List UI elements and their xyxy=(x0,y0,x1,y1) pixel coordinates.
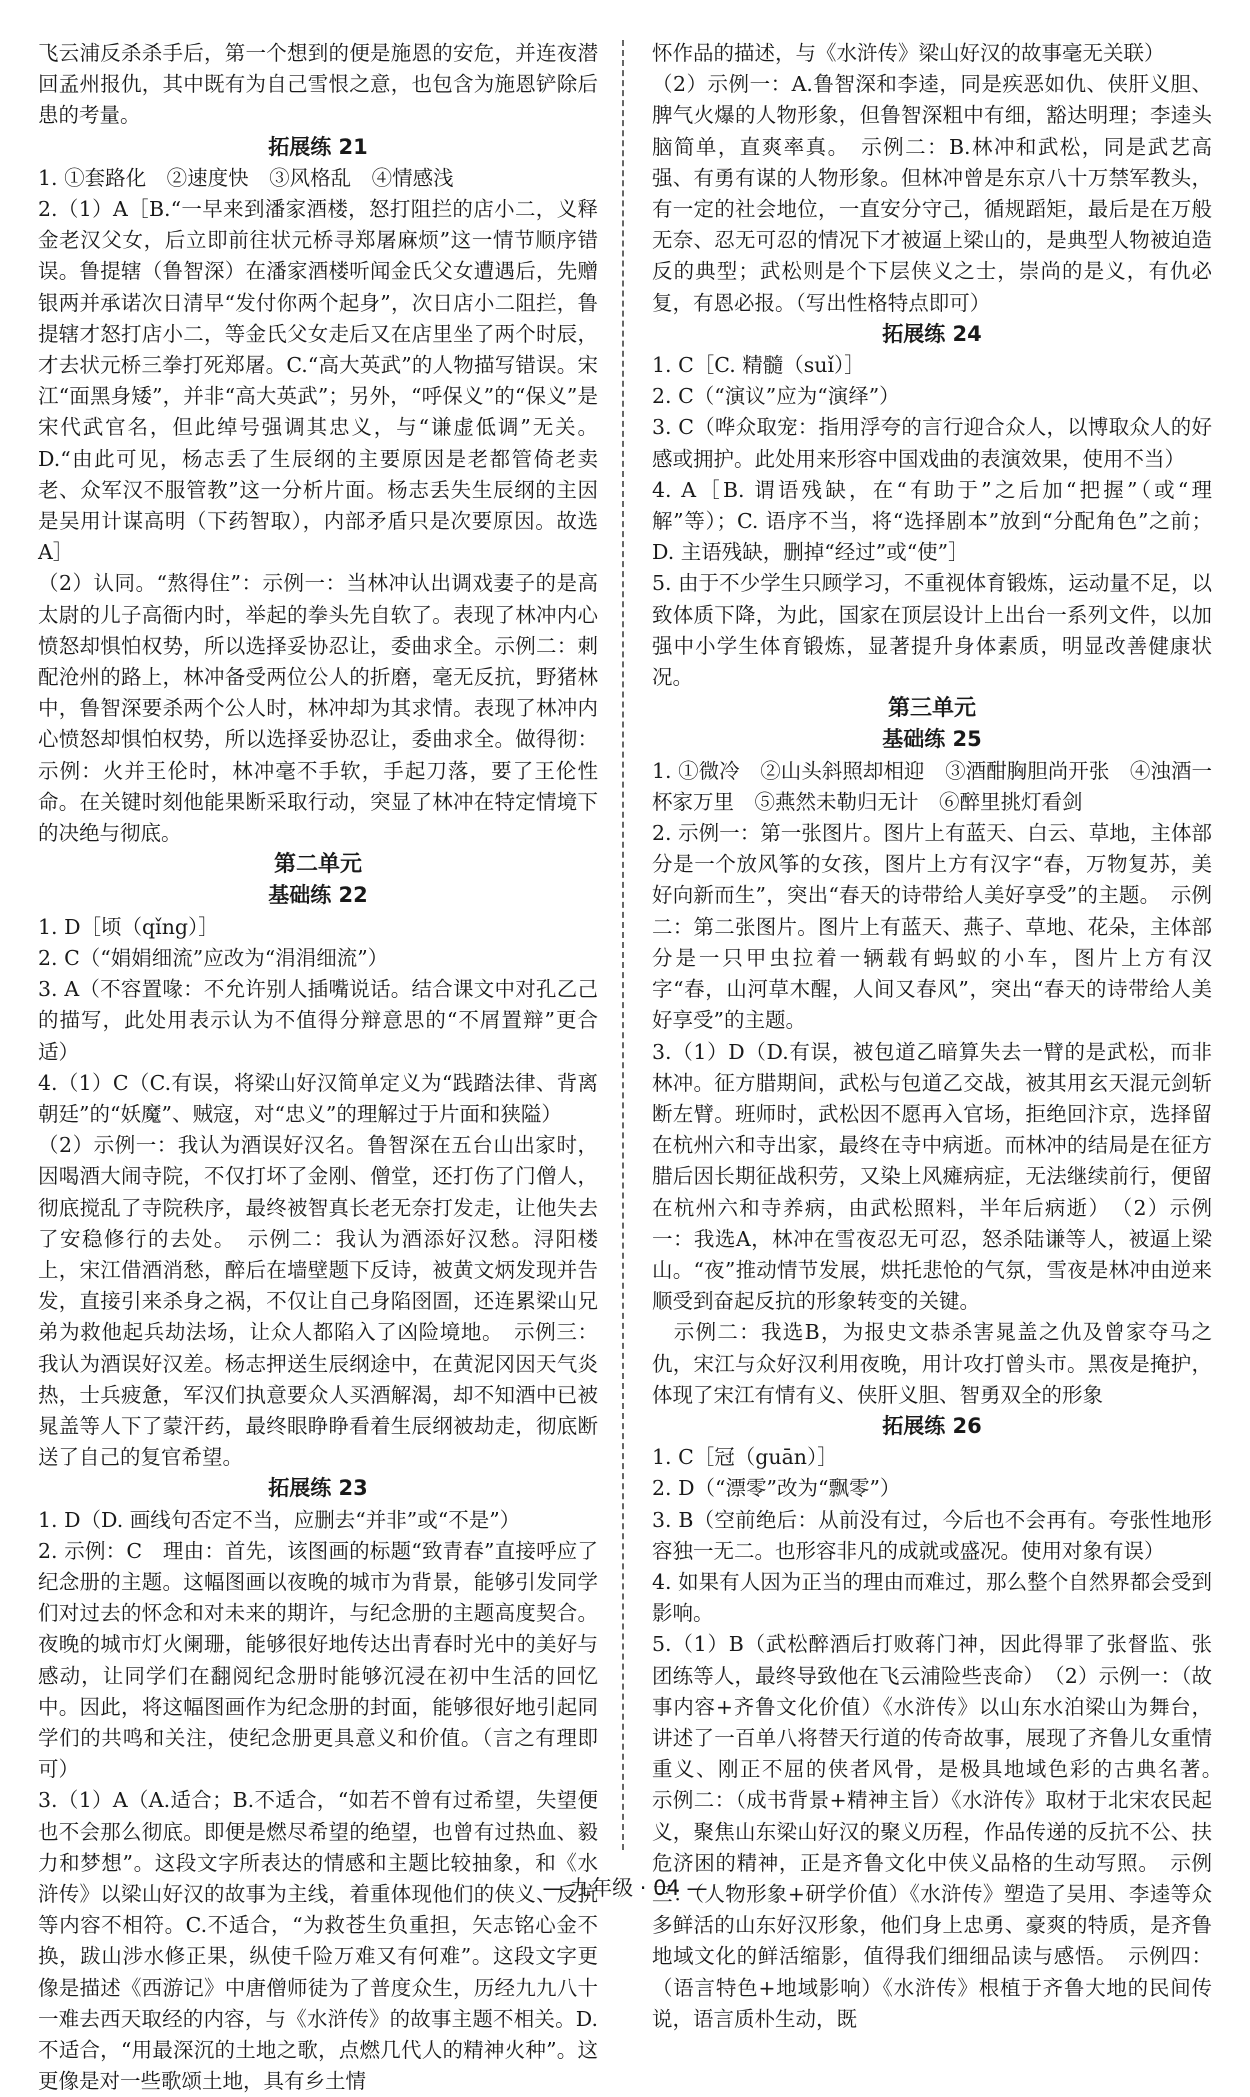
answer-paragraph: 2. D（“漂零”改为“飘零”） xyxy=(652,1476,901,1501)
answer-paragraph: 3. C（哗众取宠：指用浮夸的言行迎合众人，以博取众人的好感或拥护。此处用来形容中国戏曲的表演效果，使用不当） xyxy=(652,415,1212,471)
answer-paragraph: （2）认同。“熬得住”：示例一：当林冲认出调戏妻子的是高太尉的儿子高衙内时，举起的拳头先自软了。表现了林冲内心愤怒却惧怕权势，所以选择妥协忍让，委曲求全。示例二：刺配沧州的路上，林冲备受两位公人的折磨，毫无反抗，野猪林中，鲁智深要杀两个公人时，林冲却为其求情。表现了林冲内心愤怒却惧怕权势，所以选择妥协忍让，委曲求全。做得彻：示例：火并王伦时，林冲毫不手软，手起刀落，要了王伦性命。在关键时刻他能果断采取行动，突显了林冲在特定情境下的决绝与彻底。 xyxy=(38,571,598,846)
answer-paragraph: 1. D（D. 画线句否定不当，应删去“并非”或“不是”） xyxy=(38,1507,521,1532)
answer-paragraph: 2. 示例一：第一张图片。图片上有蓝天、白云、草地，主体部分是一个放风筝的女孩，图片上方有汉字“春，万物复苏，美好向新而生”，突出“春天的诗带给人美好享受”的主题。 示例二：第二张图片。图片上有蓝天、燕子、草地、花朵，主体部分是一只甲虫拉着一辆载有蚂蚁的小车，图片上方有汉字“春，山河草木醒，人间又春风”，突出“春天的诗带给人美好享受”的主题。 xyxy=(652,821,1212,1033)
page-footer: — 九年级 · 04 — xyxy=(542,1876,708,1900)
answer-paragraph: 1. C［C. 精髓（suǐ）］ xyxy=(652,353,865,378)
section-heading: 基础练 22 xyxy=(268,883,368,908)
answer-paragraph: 3. B（空前绝后：从前没有过，今后也不会再有。夸张性地形容独一无二。也形容非凡的成就或盛况。使用对象有误） xyxy=(652,1507,1212,1563)
answer-paragraph: 怀作品的描述，与《水浒传》梁山好汉的故事毫无关联） xyxy=(652,41,1165,65)
answer-paragraph: （2）示例一：我认为酒误好汉名。鲁智深在五台山出家时，因喝酒大闹寺院，不仅打坏了金刚、僧堂，还打伤了门僧人，彻底搅乱了寺院秩序，最终被智真长老无奈打发走，让他失去了安稳修行的去处。 示例二：我认为酒添好汉愁。浔阳楼上，宋江借酒消愁，醉后在墙壁题下反诗，被黄文炳发现并告发，直接引来杀身之祸，不仅让自己身陷囹圄，还连累梁山兄弟为救他起兵劫法场，让众人都陷入了凶险境地。 示例三：我认为酒误好汉差。杨志押送生辰纲途中，在黄泥冈因天气炎热，士兵疲惫，军汉们执意要众人买酒解渴，却不知酒中已被晁盖等人下了蒙汗药，最终眼睁睁看着生辰纲被劫走，彻底断送了自己的复官希望。 xyxy=(38,1133,598,1470)
section-heading: 拓展练 23 xyxy=(268,1476,368,1501)
section-heading: 拓展练 24 xyxy=(882,321,982,346)
answer-paragraph: 示例二：我选B，为报史文恭杀害晁盖之仇及曾家夺马之仇，宋江与众好汉利用夜晚，用计攻打曾头市。黑夜是掩护，体现了宋江有情有义、侠肝义胆、智勇双全的形象 xyxy=(652,1320,1212,1407)
answer-paragraph: 1. D［顷（qǐng）］ xyxy=(38,914,219,939)
answer-paragraph: 3. A（不容置喙：不允许别人插嘴说话。结合课文中对孔乙己的描写，此处用表示认为不值得分辩意思的“不屑置辩”更合适） xyxy=(38,977,598,1064)
left-column xyxy=(38,38,598,2097)
answer-paragraph: 4. 如果有人因为正当的理由而难过，那么整个自然界都会受到影响。 xyxy=(652,1569,1212,1626)
answer-paragraph: 2. C（“演议”应为“演绎”） xyxy=(652,384,900,409)
answer-paragraph: 2. C（“娟娟细流”应改为“涓涓细流”） xyxy=(38,945,389,970)
section-heading: 拓展练 21 xyxy=(268,134,368,159)
answer-paragraph: 2.（1）A［B.“一早来到潘家酒楼，怒打阻拦的店小二，义释金老汉父女，后立即前往状元桥寻郑屠麻烦”这一情节顺序错误。鲁提辖（鲁智深）在潘家酒楼听闻金氏父女遭遇后，先赠银两并承诺次日清早“发付你两个起身”，次日店小二阻拦，鲁提辖才怒打店小二，等金氏父女走后又在店里坐了两个时辰，才去状元桥三拳打死郑屠。C.“高大英武”的人物描写错误。宋江“面黑身矮”，并非“高大英武”；另外，“呼保义”的“保义”是宋代武官名，但此绰号强调其忠义，与“谦虚低调”无关。D.“由此可见，杨志丢了生辰纲的主要原因是老都管倚老卖老、众军汉不服管教”这一分析片面。杨志丢失生辰纲的主因是吴用计谋高明（下药智取），内部矛盾只是次要原因。故选A］ xyxy=(38,197,598,565)
section-heading: 基础练 25 xyxy=(882,727,982,752)
answer-paragraph: 5.（1）B（武松醉酒后打败蒋门神，因此得罪了张督监、张团练等人，最终导致他在飞云浦险些丧命） （2）示例一：（故事内容+齐鲁文化价值）《水浒传》以山东水泊梁山为舞台，讲述了一百单八将替天行道的传奇故事，展现了齐鲁儿女重情重义、刚正不屈的侠者风骨，是极具地域色彩的古典名著。 示例二：（成书背景+精神主旨）《水浒传》取材于北宋农民起义，聚焦山东梁山好汉的聚义历程，作品传递的反抗不公、扶危济困的精神，正是齐鲁文化中侠义品格的生动写照。 示例三：（人物形象+研学价值）《水浒传》塑造了吴用、李逵等众多鲜活的山东好汉形象，他们身上忠勇、豪爽的特质，是齐鲁地域文化的鲜活缩影，值得我们细细品读与感悟。 示例四：（语言特色+地域影响）《水浒传》根植于齐鲁大地的民间传说，语言质朴生动，既 xyxy=(652,1632,1233,2031)
section-heading: 第三单元 xyxy=(887,696,976,722)
column-divider xyxy=(622,40,624,1850)
answer-paragraph: 3.（1）A（A.适合；B.不适合，“如若不曾有过希望，失望便也不会那么彻底。即便是燃尽希望的绝望，也曾有过热血、毅力和梦想”。这段文字所表达的情感和主题比较抽象，和《水浒传》以梁山好汉的故事为主线，着重体现他们的侠义、反抗等内容不相符。C.不适合，“为救苍生负重担，矢志铭心金不换，跋山涉水修正果，纵使千险万难又有何难”。这段文字更像是描述《西游记》中唐僧师徒为了普度众生，历经九九八十一难去西天取经的内容，与《水浒传》的故事主题不相关。D.不适合，“用最深沉的土地之歌，点燃几代人的精神火种”。这更像是对一些歌颂土地，具有乡土情 xyxy=(38,1788,598,2094)
answer-paragraph: 飞云浦反杀杀手后，第一个想到的便是施恩的安危，并连夜潜回孟州报仇，其中既有为自己雪恨之意，也包含为施恩铲除后患的考量。 xyxy=(38,41,598,128)
answer-paragraph: 1. C［冠（guān）］ xyxy=(652,1445,838,1470)
section-heading: 拓展练 26 xyxy=(882,1413,982,1438)
answer-paragraph: 2. 示例：C 理由：首先，该图画的标题“致青春”直接呼应了纪念册的主题。这幅图画以夜晚的城市为背景，能够引发同学们对过去的怀念和对未来的期许，与纪念册的主题高度契合。夜晚的城市灯火阑珊，能够很好地传达出青春时光中的美好与感动，让同学们在翻阅纪念册时能够沉浸在初中生活的回忆中。因此，将这幅图画作为纪念册的封面，能够很好地引起同学们的共鸣和关注，使纪念册更具意义和价值。（言之有理即可） xyxy=(38,1538,598,1782)
answer-paragraph: 5. 由于不少学生只顾学习，不重视体育锻炼，运动量不足，以致体质下降，为此，国家在顶层设计上出台一系列文件，以加强中小学生体育锻炼，显著提升身体素质，明显改善健康状况。 xyxy=(652,571,1212,690)
answer-paragraph: 1. ①微冷 ②山头斜照却相迎 ③酒酣胸胆尚开张 ④浊酒一杯家万里 ⑤燕然未勒归无计 ⑥醉里挑灯看剑 xyxy=(652,758,1212,814)
answer-paragraph: 4.（1）C（C.有误，将梁山好汉简单定义为“践踏法律、背离朝廷”的“妖魔”、贼寇，对“忠义”的理解过于片面和狭隘） xyxy=(38,1070,598,1126)
answer-paragraph: 1. ①套路化 ②速度快 ③风格乱 ④情感浅 xyxy=(38,165,454,190)
section-heading: 第二单元 xyxy=(273,852,362,878)
answer-paragraph: 4. A［B. 谓语残缺，在“有助于”之后加“把握”（或“理解”等）；C. 语序不当，将“选择剧本”放到“分配角色”之前；D. 主语残缺，删掉“经过”或“使”］ xyxy=(652,477,1212,565)
right-column xyxy=(652,38,1233,2035)
answer-paragraph: 3.（1）D（D.有误，被包道乙暗算失去一臂的是武松，而非林冲。征方腊期间，武松与包道乙交战，被其用玄天混元剑斩断左臂。班师时，武松因不愿再入官场，拒绝回汴京，选择留在杭州六和寺出家，最终在寺中病逝。而林冲的结局是在征方腊后因长期征战积劳，又染上风瘫病症，无法继续前行，便留在杭州六和寺养病，由武松照料，半年后病逝） （2）示例一：我选A，林冲在雪夜忍无可忍，怒杀陆谦等人，被逼上梁山。“夜”推动情节发展，烘托悲怆的气氛，雪夜是林冲由逆来顺受到奋起反抗的形象转变的关键。 xyxy=(652,1039,1212,1314)
answer-paragraph: （2）示例一：A.鲁智深和李逵，同是疾恶如仇、侠肝义胆、脾气火爆的人物形象，但鲁智深粗中有细，豁达明理；李逵头脑简单，直爽率真。 示例二：B.林冲和武松，同是武艺高强、有勇有谋的人物形象。但林冲曾是东京八十万禁军教头，有一定的社会地位，一直安分守己，循规蹈矩，最后是在万般无奈、忍无可忍的情况下才被逼上梁山的，是典型人物被迫造反的典型；武松则是个下层侠义之士，崇尚的是义，有仇必复，有恩必报。（写出性格特点即可） xyxy=(652,72,1212,315)
